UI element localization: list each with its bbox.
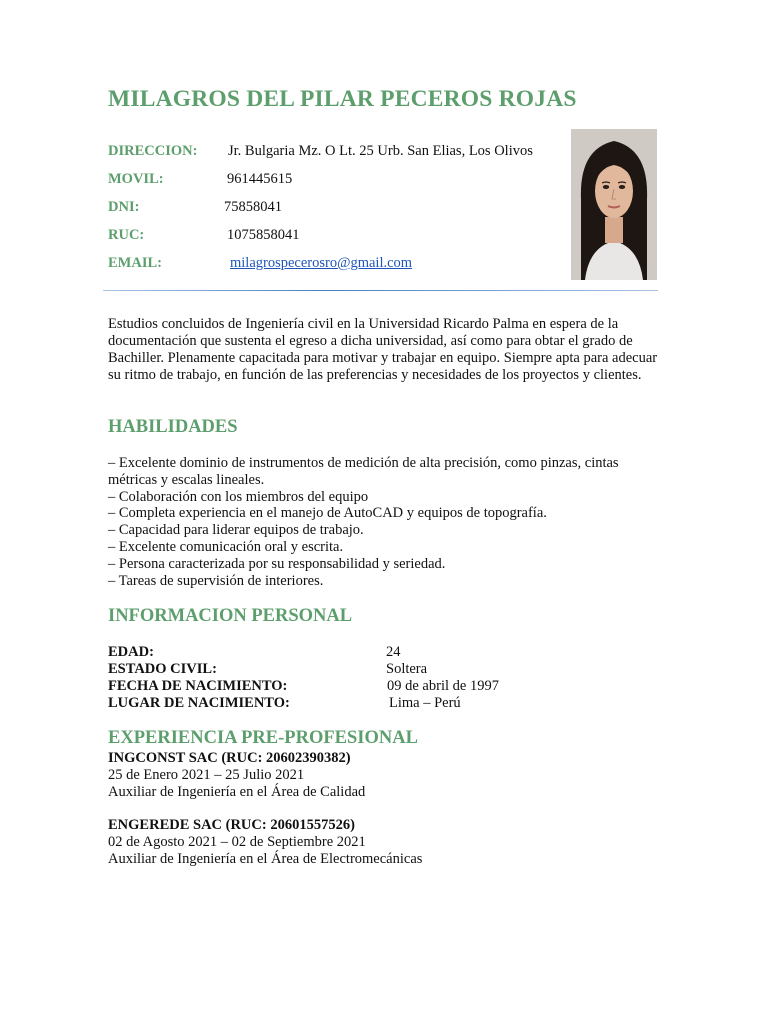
direccion-label: DIRECCION: [108,143,198,159]
skill-item: – Persona caracterizada por su responsabilidad y seriedad. [108,555,446,572]
dni-value: 75858041 [224,199,282,215]
skill-item: – Tareas de supervisión de interiores. [108,572,324,589]
fecha-nacimiento-value: 09 de abril de 1997 [387,678,499,694]
profile-photo [571,129,657,280]
job-dates: 02 de Agosto 2021 – 02 de Septiembre 2021 [108,834,366,850]
direccion-value: Jr. Bulgaria Mz. O Lt. 25 Urb. San Elias, Los Olivos [228,143,533,159]
full-name: MILAGROS DEL PILAR PECEROS ROJAS [108,86,577,112]
job-role: Auxiliar de Ingeniería en el Área de Electromecánicas [108,851,423,867]
experience-heading: EXPERIENCIA PRE-PROFESIONAL [108,728,418,748]
skills-heading: HABILIDADES [108,417,238,437]
skill-item: – Capacidad para liderar equipos de trabajo. [108,522,364,539]
skill-item: – Excelente comunicación oral y escrita. [108,538,344,555]
fecha-nacimiento-label: FECHA DE NACIMIENTO: [108,678,288,694]
movil-label: MOVIL: [108,171,164,187]
lugar-nacimiento-value: Lima – Perú [389,695,461,711]
ruc-label: RUC: [108,227,145,243]
job-dates: 25 de Enero 2021 – 25 Julio 2021 [108,767,305,783]
skills-list [108,455,668,589]
estado-civil-label: ESTADO CIVIL: [108,661,217,677]
edad-label: EDAD: [108,644,154,660]
estado-civil-value: Soltera [386,661,428,677]
dni-label: DNI: [108,199,140,215]
personal-info-heading: INFORMACION PERSONAL [108,606,353,626]
email-label: EMAIL: [108,255,162,271]
job-company: INGCONST SAC (RUC: 20602390382) [108,750,351,766]
profile-summary: Estudios concluidos de Ingeniería civil en la Universidad Ricardo Palma en espera de la documentación que sustenta el egreso a dicha universidad, así como para obtar el grado de Bachiller. Plenamente capacitada para motivar y trabajar en equipo. Siempre apta para adecuar su ritmo de trabajo, en función de las preferencias y necesidades de los proyectos y clientes. [108,316,658,383]
job-company: ENGEREDE SAC (RUC: 20601557526) [108,817,355,833]
header-divider [103,290,658,291]
edad-value: 24 [386,644,401,660]
job-role: Auxiliar de Ingeniería en el Área de Calidad [108,784,366,800]
skill-item: – Completa experiencia en el manejo de AutoCAD y equipos de topografía. [108,505,547,522]
skill-item: – Excelente dominio de instrumentos de medición de alta precisión, como pinzas, cintas métricas y escalas lineales. [108,455,619,488]
skill-item: – Colaboración con los miembros del equipo [108,488,369,505]
email-link[interactable]: milagrospecerosro@gmail.com [230,255,413,271]
ruc-value: 1075858041 [227,227,300,243]
lugar-nacimiento-label: LUGAR DE NACIMIENTO: [108,695,290,711]
movil-value: 961445615 [227,171,293,187]
